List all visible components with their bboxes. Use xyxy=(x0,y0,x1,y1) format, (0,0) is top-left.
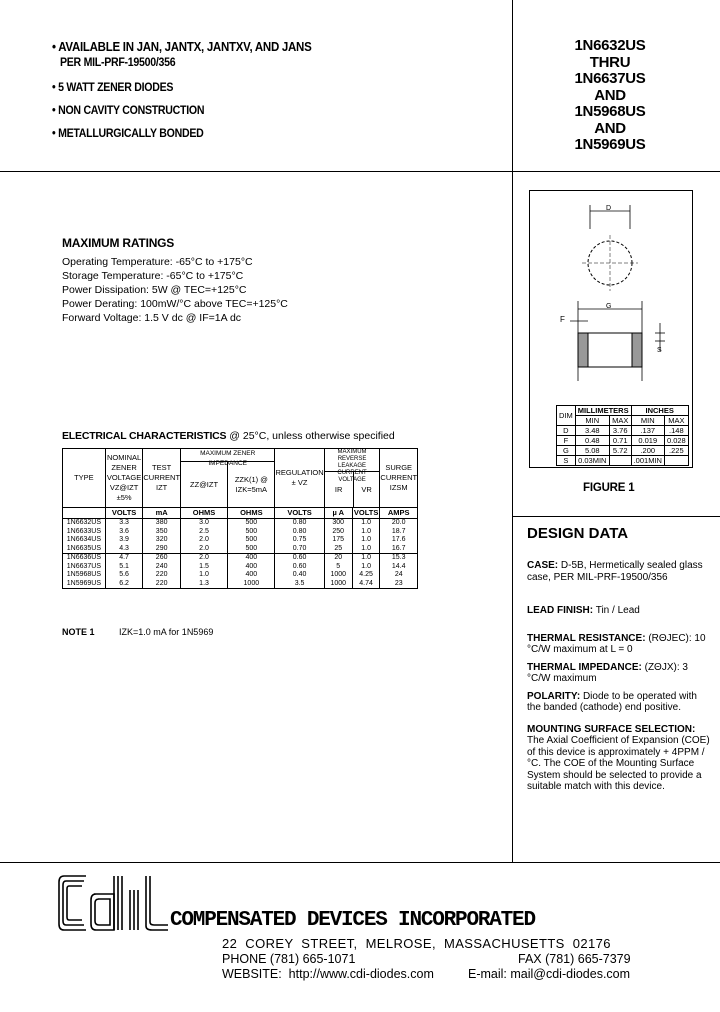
dimension-table xyxy=(556,405,689,466)
table-cell: 4.25 xyxy=(352,571,380,580)
table-cell: 260 xyxy=(143,554,181,563)
dims-row xyxy=(557,426,689,436)
table-cell: 3.5 xyxy=(275,580,324,589)
table-cell: 23 xyxy=(380,580,418,589)
table-cell: 14.4 xyxy=(380,563,418,572)
table-cell: 15.3 xyxy=(380,554,418,563)
table-cell: 175 xyxy=(324,536,352,545)
table-cell: 400 xyxy=(228,563,275,572)
table-cell: 3.9 xyxy=(105,536,143,545)
table-cell: 220 xyxy=(143,571,181,580)
design-item-mounting: MOUNTING SURFACE SELECTION: The Axial Coefficient of Expansion (COE) of this device is approximately + 4PPM / °C. The COE of the Mounting Surface System should be selected to provide a suitable match with this device. xyxy=(527,723,710,792)
part-number: 1N5968US xyxy=(574,103,646,120)
table-row xyxy=(63,545,418,554)
table-cell: 350 xyxy=(143,528,181,537)
table-cell: 17.6 xyxy=(380,536,418,545)
design-data xyxy=(527,560,713,793)
header-vr: VR xyxy=(361,484,372,494)
table-row xyxy=(63,571,418,580)
table-cell: 400 xyxy=(228,571,275,580)
dims-cell: .148 xyxy=(664,426,688,436)
table-cell: 18.7 xyxy=(380,528,418,537)
header-surge: SURGE CURRENT IZSM xyxy=(380,449,418,508)
company-fax: FAX (781) 665-7379 xyxy=(518,952,631,966)
table-cell: 4.74 xyxy=(352,580,380,589)
part-number: 1N6632US xyxy=(574,37,646,54)
header-zzk: ZZK(1) @ IZK=5mA xyxy=(234,474,268,494)
table-cell: 2.0 xyxy=(180,554,227,563)
header-max-impedance: MAXIMUM ZENER IMPEDANCE xyxy=(181,449,275,462)
dims-header-dim: DIM xyxy=(557,406,576,426)
table-cell: 500 xyxy=(228,545,275,554)
electrical-title-row xyxy=(62,430,395,442)
note-label: NOTE 1 xyxy=(62,627,95,637)
company-website[interactable]: WEBSITE: http://www.cdi-diodes.com xyxy=(222,967,434,981)
unit-cell: AMPS xyxy=(380,508,418,519)
table-cell: 2.0 xyxy=(180,545,227,554)
table-cell: 250 xyxy=(324,528,352,537)
design-item-polarity: POLARITY: Diode to be operated with the banded (cathode) end positive. xyxy=(527,690,697,713)
table-cell: 25 xyxy=(324,545,352,554)
table-cell: 1N6637US xyxy=(63,563,106,572)
unit-cell: VOLTS xyxy=(105,508,143,519)
dims-cell: 3.76 xyxy=(609,426,631,436)
dims-header-mm: MILLIMETERS xyxy=(575,406,631,416)
table-cell: 24 xyxy=(380,571,418,580)
dim-letter-f: F xyxy=(560,315,565,324)
dims-cell: D xyxy=(557,426,576,436)
dims-row xyxy=(557,436,689,446)
dims-cell: 0.71 xyxy=(609,436,631,446)
logo-graphic xyxy=(56,870,172,936)
feature-item: PER MIL-PRF-19500/356 xyxy=(60,57,176,69)
dims-cell: .225 xyxy=(664,446,688,456)
header-type: TYPE xyxy=(63,449,106,508)
table-cell: 0.40 xyxy=(275,571,324,580)
header-leakage: MAXIMUM REVERSE LEAKAGE CURRENT VOLTAGE xyxy=(325,449,380,472)
vertical-divider xyxy=(512,0,513,862)
units-row xyxy=(63,508,418,519)
table-cell: 1N6633US xyxy=(63,528,106,537)
dims-cell: 0.019 xyxy=(631,436,664,446)
table-cell: 4.7 xyxy=(105,554,143,563)
table-cell: 1.3 xyxy=(180,580,227,589)
unit-cell: mA xyxy=(143,508,181,519)
table-cell: 240 xyxy=(143,563,181,572)
table-cell: 1N6632US xyxy=(63,519,106,528)
table-cell: 4.3 xyxy=(105,545,143,554)
table-cell: 2.5 xyxy=(180,528,227,537)
dims-cell: 3.48 xyxy=(575,426,609,436)
dims-cell: .137 xyxy=(631,426,664,436)
company-address: 22 COREY STREET, MELROSE, MASSACHUSETTS 02176 xyxy=(222,936,611,951)
table-row xyxy=(63,536,418,545)
unit-cell: VOLTS xyxy=(353,508,379,517)
electrical-title: ELECTRICAL CHARACTERISTICS xyxy=(62,430,227,442)
design-item-thermal-impedance: THERMAL IMPEDANCE: (ZΘJX): 3 °C/W maximum xyxy=(527,661,688,684)
table-cell: 400 xyxy=(228,554,275,563)
dims-header-in: INCHES xyxy=(631,406,688,416)
dims-sub: MIN xyxy=(575,416,609,426)
design-item-case: CASE: D-5B, Hermetically sealed glass case, PER MIL-PRF-19500/356 xyxy=(527,560,703,583)
dims-cell: 0.48 xyxy=(575,436,609,446)
note-text: IZK=1.0 mA for 1N5969 xyxy=(119,627,214,637)
table-cell: 20 xyxy=(324,554,352,563)
dims-sub: MAX xyxy=(609,416,631,426)
design-divider xyxy=(512,516,720,517)
design-item-lead-finish: LEAD FINISH: Tin / Lead xyxy=(527,605,640,616)
dims-cell: G xyxy=(557,446,576,456)
table-cell: 500 xyxy=(228,536,275,545)
company-logo xyxy=(56,870,172,936)
table-cell: 3.6 xyxy=(105,528,143,537)
header-zzt: ZZ@IZT xyxy=(181,462,228,507)
dims-sub: MAX xyxy=(664,416,688,426)
table-cell: 1.0 xyxy=(180,571,227,580)
header-nominal: NOMINAL ZENER VOLTAGE VZ@IZT ±5% xyxy=(105,449,143,508)
header-ir: IR xyxy=(325,472,354,507)
dims-cell xyxy=(664,456,688,466)
table-cell: 1.0 xyxy=(352,554,380,563)
table-cell: 500 xyxy=(228,519,275,528)
feature-item: • NON CAVITY CONSTRUCTION xyxy=(52,105,205,117)
table-cell: 2.0 xyxy=(180,536,227,545)
dims-cell: F xyxy=(557,436,576,446)
company-name: COMPENSATED DEVICES INCORPORATED xyxy=(170,909,535,932)
company-phone: PHONE (781) 665-1071 xyxy=(222,952,356,966)
table-cell: 1000 xyxy=(228,580,275,589)
table-cell: 1N5969US xyxy=(63,580,106,589)
electrical-table xyxy=(62,448,418,589)
table-cell: 0.80 xyxy=(275,519,324,528)
table-cell: 0.75 xyxy=(275,536,324,545)
table-cell: 5 xyxy=(324,563,352,572)
table-row xyxy=(63,563,418,572)
rating-line: Forward Voltage: 1.5 V dc @ IF=1A dc xyxy=(62,312,242,324)
table-cell: 1000 xyxy=(324,571,352,580)
company-email[interactable]: E-mail: mail@cdi-diodes.com xyxy=(468,967,631,981)
feature-item: • 5 WATT ZENER DIODES xyxy=(52,82,174,94)
rating-line: Storage Temperature: -65°C to +175°C xyxy=(62,270,244,282)
header-test: TEST CURRENT IZT xyxy=(143,449,181,508)
table-cell: 0.60 xyxy=(275,563,324,572)
table-cell: 320 xyxy=(143,536,181,545)
table-cell: 16.7 xyxy=(380,545,418,554)
dims-row xyxy=(557,446,689,456)
header-max-impedance-group xyxy=(180,449,275,508)
table-cell: 1N6634US xyxy=(63,536,106,545)
table-cell: 3.0 xyxy=(180,519,227,528)
design-item-thermal-resistance: THERMAL RESISTANCE: (RΘJEC): 10 °C/W maximum at L = 0 xyxy=(527,632,706,655)
table-cell: 1N6635US xyxy=(63,545,106,554)
rating-line: Operating Temperature: -65°C to +175°C xyxy=(62,256,253,268)
electrical-table-body xyxy=(63,519,418,589)
rating-line: Power Dissipation: 5W @ TEC=+125°C xyxy=(62,284,247,296)
table-cell: 5.6 xyxy=(105,571,143,580)
unit-cell: µ A xyxy=(324,508,352,519)
table-cell: 5.1 xyxy=(105,563,143,572)
table-row xyxy=(63,528,418,537)
table-cell: 1.0 xyxy=(352,528,380,537)
table-cell: 1.0 xyxy=(352,536,380,545)
unit-cell: VOLTS xyxy=(275,508,324,519)
table-cell: 380 xyxy=(143,519,181,528)
feature-item: • METALLURGICALLY BONDED xyxy=(52,128,204,140)
part-number: 1N6637US xyxy=(574,70,646,87)
table-cell: 6.2 xyxy=(105,580,143,589)
feature-item: • AVAILABLE IN JAN, JANTX, JANTXV, AND JANS xyxy=(52,40,312,54)
dims-cell: 5.08 xyxy=(575,446,609,456)
figure-label: FIGURE 1 xyxy=(583,482,635,494)
part-number: THRU xyxy=(589,53,631,71)
unit-cell: OHMS xyxy=(180,508,227,519)
dims-cell: 5.72 xyxy=(609,446,631,456)
dims-cell: .001MIN xyxy=(631,456,664,466)
dims-cell: 0.03MIN xyxy=(575,456,609,466)
electrical-subtitle: @ 25°C, unless otherwise specified xyxy=(229,430,395,442)
header-leakage-group xyxy=(324,449,380,508)
table-cell: 290 xyxy=(143,545,181,554)
dims-sub: MIN xyxy=(631,416,664,426)
table-cell: 0.60 xyxy=(275,554,324,563)
table-cell: 1000 xyxy=(324,580,352,589)
table-cell: 1.0 xyxy=(352,519,380,528)
dim-letter-g: G xyxy=(606,303,612,310)
rating-line: Power Derating: 100mW/°C above TEC=+125°C xyxy=(62,298,288,310)
dimension-table-body xyxy=(557,426,689,466)
header-regulation: REGULATION ± VZ xyxy=(275,449,324,508)
part-number: 1N5969US xyxy=(574,136,646,153)
unit-cell: OHMS xyxy=(228,508,275,519)
figure-box xyxy=(529,190,693,468)
dims-cell: S xyxy=(557,456,576,466)
note xyxy=(62,627,213,637)
design-title: DESIGN DATA xyxy=(527,525,629,542)
dims-cell xyxy=(609,456,631,466)
table-cell: 1N6636US xyxy=(63,554,106,563)
max-ratings-list xyxy=(62,255,288,325)
part-number: AND xyxy=(594,119,626,137)
table-cell: 3.3 xyxy=(105,519,143,528)
table-row xyxy=(63,554,418,563)
max-ratings-title: MAXIMUM RATINGS xyxy=(62,236,175,250)
table-cell: 1.0 xyxy=(352,563,380,572)
dims-row xyxy=(557,456,689,466)
table-cell: 0.80 xyxy=(275,528,324,537)
header-divider xyxy=(0,171,720,172)
table-cell: 1.0 xyxy=(352,545,380,554)
table-cell: 300 xyxy=(324,519,352,528)
table-cell: 1N5968US xyxy=(63,571,106,580)
dim-letter-d: D xyxy=(606,205,612,212)
dim-letter-s: S xyxy=(657,347,662,354)
part-number: AND xyxy=(594,86,626,104)
footer-divider xyxy=(0,862,720,863)
table-cell: 220 xyxy=(143,580,181,589)
table-row xyxy=(63,580,418,589)
part-number-block xyxy=(540,38,680,154)
table-cell: 1.5 xyxy=(180,563,227,572)
dims-cell: 0.028 xyxy=(664,436,688,446)
table-cell: 500 xyxy=(228,528,275,537)
table-row xyxy=(63,519,418,528)
table-cell: 20.0 xyxy=(380,519,418,528)
table-cell: 0.70 xyxy=(275,545,324,554)
dims-cell: .200 xyxy=(631,446,664,456)
